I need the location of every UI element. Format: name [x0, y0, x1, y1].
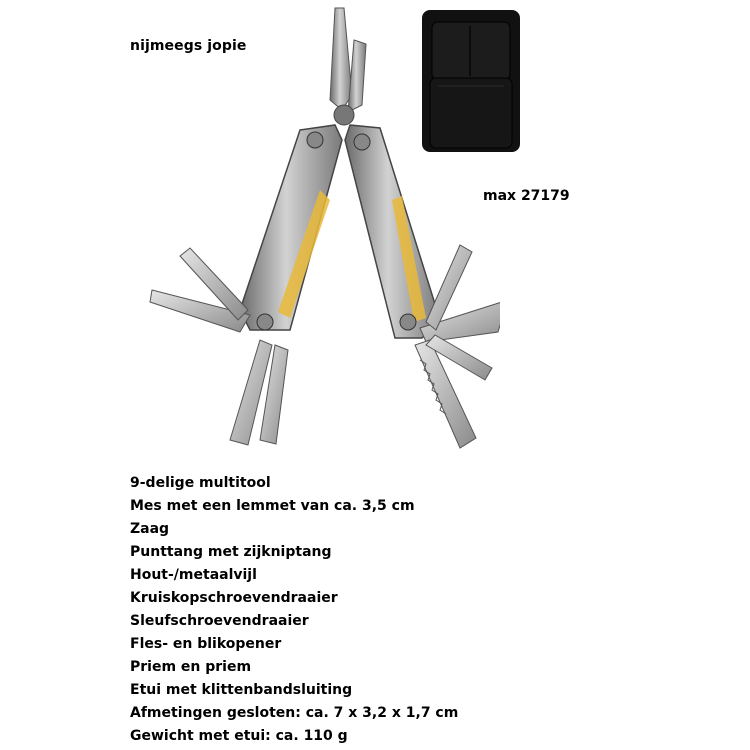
list-item: Afmetingen gesloten: ca. 7 x 3,2 x 1,7 cm	[130, 705, 459, 721]
list-item: Hout-/metaalvijl	[130, 567, 257, 583]
list-item: Gewicht met etui: ca. 110 g	[130, 728, 348, 744]
model-number: max 27179	[483, 188, 570, 204]
list-item: Priem en priem	[130, 659, 252, 675]
list-item: Fles- en blikopener	[130, 636, 282, 652]
pouch-icon	[418, 6, 524, 156]
list-item: 9-delige multitool	[130, 475, 271, 491]
list-item: Zaag	[130, 521, 170, 537]
list-item: Mes met een lemmet van ca. 3,5 cm	[130, 498, 415, 514]
brand-label: nijmeegs jopie	[130, 38, 247, 54]
list-item: Kruiskopschroevendraaier	[130, 590, 338, 606]
list-item: Sleufschroevendraaier	[130, 613, 309, 629]
list-item: Etui met klittenbandsluiting	[130, 682, 353, 698]
list-item: Punttang met zijkniptang	[130, 544, 332, 560]
feature-list	[130, 472, 458, 748]
